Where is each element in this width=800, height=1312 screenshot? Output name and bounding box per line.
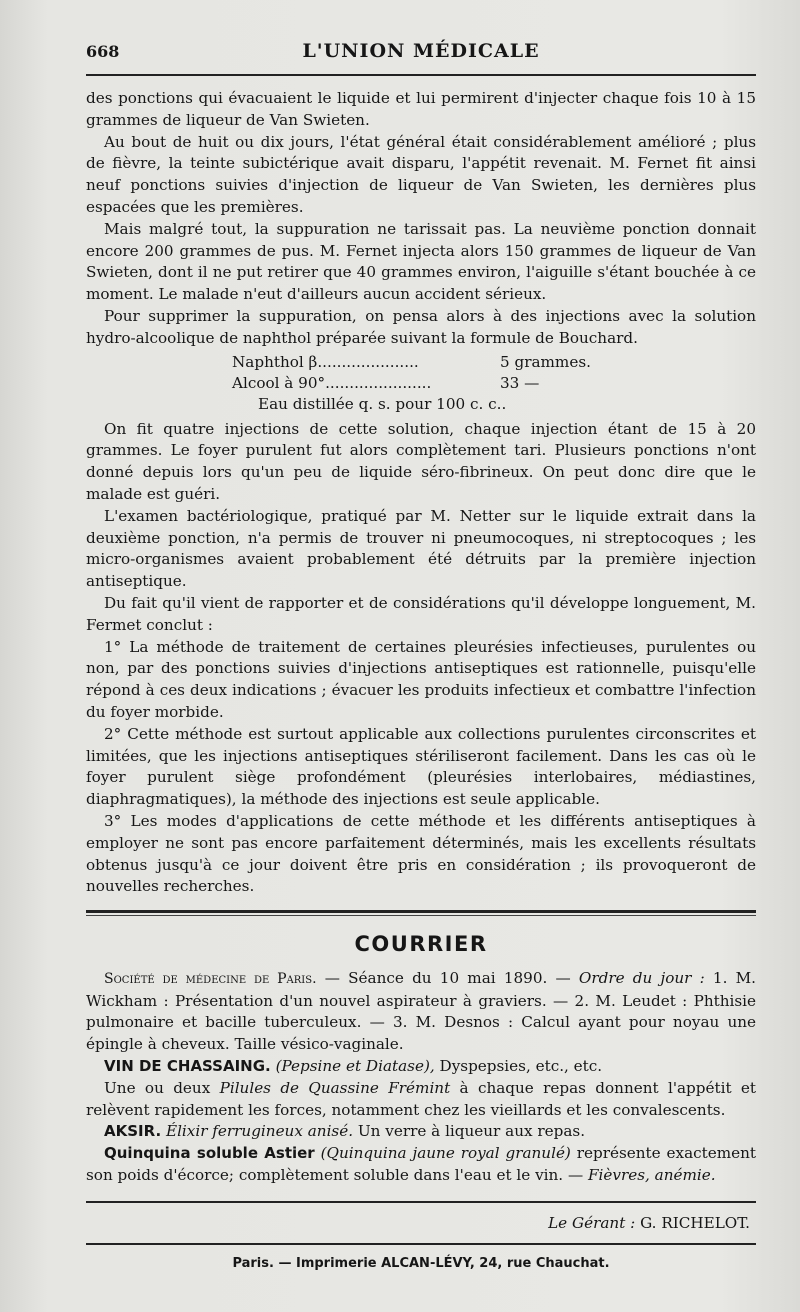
agenda-items: 1. M. Wickham : Présentation d'un nouvel aspirateur à graviers. — 2. M. Leudet : Phthisie pulmonaire et bacille tuberculeux. — 3. M. Desnos : Calcul ayant pour noyau une épingle à cheveux. Taille vésico-vaginale. [86,968,756,1054]
paragraph: Au bout de huit ou dix jours, l'état général était considérablement amélioré ; plus de fièvre, la teinte subictérique avait disparu, l'appétit revenait. M. Fernet fit ainsi neuf ponctions suivies d'injection de liqueur de Van Swieten, les dernières plus espacées que les premières. [86,132,756,216]
ingredient-name: Naphthol β..................... [232,352,419,371]
printer-imprint: Paris. — Imprimerie ALCAN-LÉVY, 24, rue Chauchat. [232,1255,610,1271]
agenda-label: Ordre du jour : [578,968,705,987]
page-header [86,36,756,68]
ad-vin-chassaing [86,1056,756,1078]
footer-rule [86,1243,756,1245]
ad-aksir [86,1121,756,1143]
paragraph: L'examen bactériologique, pratiqué par M. Netter sur le liquide extrait dans la deuxième ponction, n'a permis de trouver ni pneumocoques, ni streptocoques ; les micro-organismes avaient probablement été détruits par la première injection antiseptique. [86,506,756,591]
ad-title: VIN DE CHASSAING. [104,1057,271,1076]
ad-title: Quinquina soluble Astier [104,1144,315,1163]
ingredient-quantity: 5 grammes. [500,352,591,371]
ad-subtitle: (Quinquina jaune royal granulé) [320,1144,571,1163]
ad-subtitle: (Pepsine et Diatase), [275,1057,435,1076]
paragraph: des ponctions qui évacuaient le liquide et lui permirent d'injecter chaque fois 10 à 15 grammes de liqueur de Van Swieten. [86,89,756,129]
conclusion-item: 1° La méthode de traitement de certaines pleurésies infectieuses, purulentes ou non, par des ponctions suivies d'injections antiseptiques est rationnelle, puisqu'elle répond à ces deux indications ; évacuer les produits infectieux et combattre l'infection du foyer morbide. [86,637,756,721]
paragraph: Du fait qu'il vient de rapporter et de considérations qu'il développe longuement, M. Fermet conclut : [86,593,756,634]
ingredient-name: Alcool à 90°...................... [232,373,432,392]
conclusion-item: 3° Les modes d'applications de cette méthode et les différents antiseptiques à employer ne sont pas encore parfaitement déterminés, mais les excellents résultats obtenus jusqu'à ce jour doivent être pris en considération ; ils provoqueront de nouvelles recherches. [86,811,756,896]
ad-title: AKSIR. [104,1122,162,1141]
header-rule [86,74,756,76]
courrier-heading: COURRIER [354,932,488,957]
ad-quinquina-astier [86,1143,756,1187]
gerant-label: Le Gérant : [548,1213,636,1232]
formula-block [232,352,756,415]
formula-row [232,394,756,415]
ad-subtitle: Élixir ferrugineux anisé. [165,1122,354,1141]
section-separator [86,910,756,916]
footer-rule [86,1201,756,1203]
gerant-name: G. RICHELOT. [635,1213,750,1232]
ad-text: Dyspepsies, etc., etc. [434,1057,603,1076]
society-name: Société de médecine de Paris. [104,970,317,987]
ad-pilules-quassine [86,1078,756,1122]
ad-title: Pilules de Quassine Frémint [219,1078,451,1097]
gerant-line [86,1213,750,1235]
ingredient-quantity: 33 — [500,373,540,392]
ingredient-name: Eau distillée q. s. pour 100 c. c.. [258,394,507,413]
paragraph: Mais malgré tout, la suppuration ne tarissait pas. La neuvième ponction donnait encore 200 grammes de pus. M. Fernet injecta alors 150 grammes de liqueur de Van Swieten, dont il ne put retirer que 40 grammes environ, l'aiguille s'étant bouchée à ce moment. Le malade n'eut d'ailleurs aucun accident sérieux. [86,219,756,304]
formula-row [232,373,756,394]
paragraph: Pour supprimer la suppuration, on pensa alors à des injections avec la solution hydro-alcoolique de naphthol préparée suivant la formule de Bouchard. [86,306,756,347]
paragraph: On fit quatre injections de cette solution, chaque injection étant de 15 à 20 grammes. Le foyer purulent fut alors complètement tari. Plusieurs ponctions n'ont donné depuis lors qu'un peu de liquide séro-fibrineux. On peut donc dire que le malade est guéri. [86,419,756,503]
page-number: 668 [86,42,120,61]
ad-text: Un verre à liqueur aux repas. [353,1122,586,1141]
ad-text: à chaque repas donnent l'appétit et relèvent rapidement les forces, notamment chez les vieillards et les convalescents. [86,1078,756,1119]
society-notice [86,968,756,1056]
ad-tail: Fièvres, anémie. [587,1166,716,1185]
formula-row [232,352,756,373]
conclusion-item: 2° Cette méthode est surtout applicable aux collections purulentes circonscrites et limitées, que les injections antiseptiques stériliseront facilement. Dans les cas où le foyer purulent siège profondément (pleurésies interlobaires, médiastines, diaphragmatiques), la méthode des injections est seule applicable. [86,724,756,809]
article-body [86,88,756,1274]
ad-text: Une ou deux [104,1078,220,1097]
ad-text: représente exactement son poids d'écorce; complètement soluble dans l'eau et le vin. — [86,1144,756,1185]
session-date: — Séance du 10 mai 1890. — [316,968,579,987]
journal-title: L'UNION MÉDICALE [302,40,540,62]
